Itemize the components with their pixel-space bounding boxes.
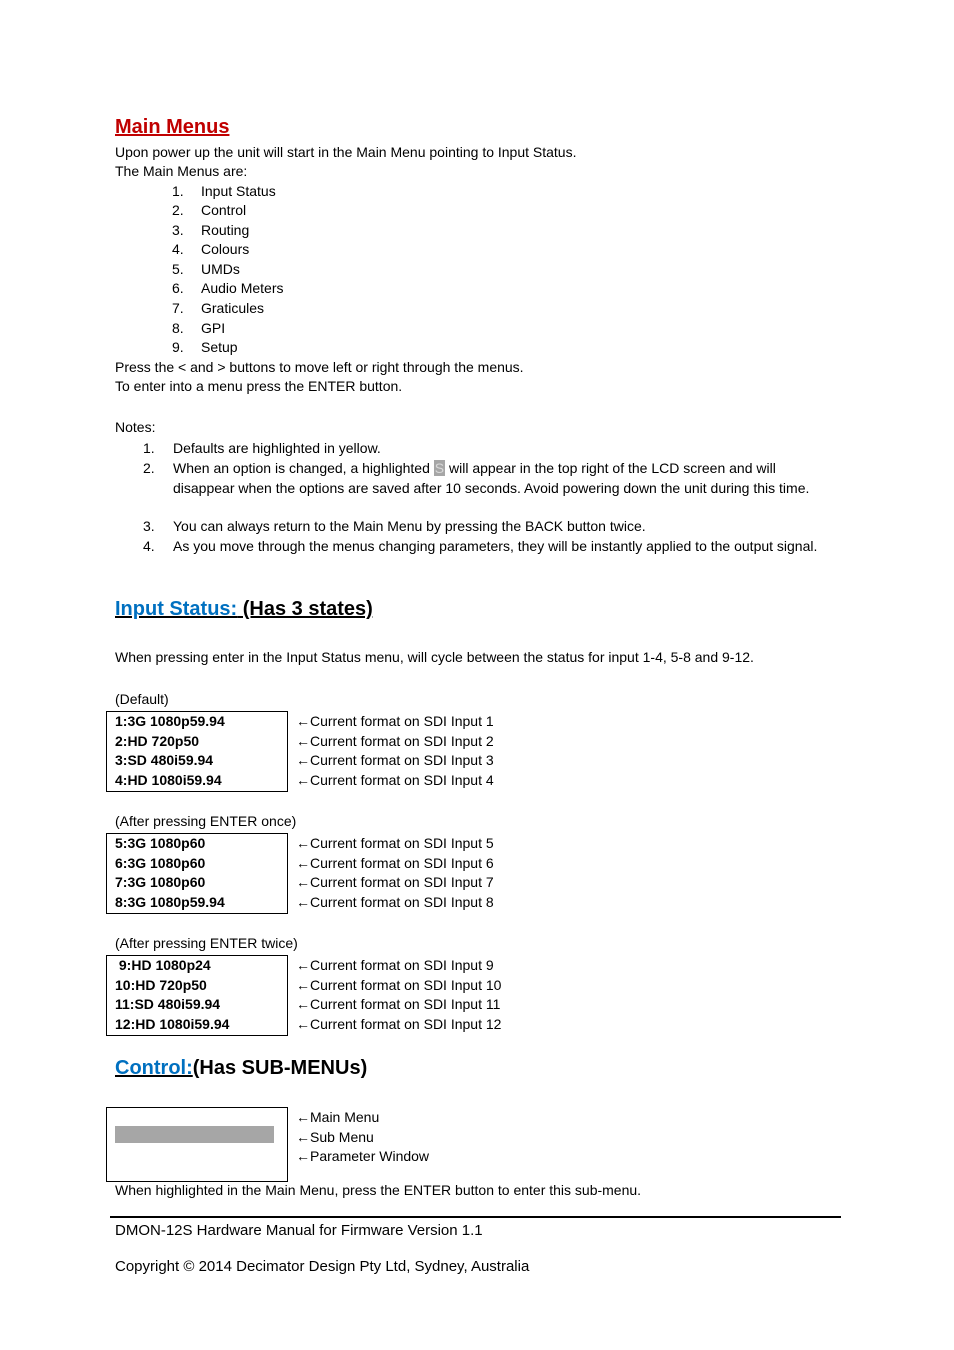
state-caption: (After pressing ENTER twice) <box>115 935 298 951</box>
lcd-line: 10:HD 720p50 <box>115 976 207 993</box>
state-caption: (Default) <box>115 691 169 707</box>
navigation-text: Press the < and > buttons to move left or right through the menus. <box>115 359 524 375</box>
annotation-item: ←Current format on SDI Input 8 <box>296 893 494 910</box>
annotation-list <box>296 956 501 1034</box>
lcd-line: 11:SD 480i59.94 <box>115 996 221 1013</box>
highlight-bar <box>115 1126 274 1143</box>
notes-label: Notes: <box>115 419 156 435</box>
input-status-heading: Input Status: (Has 3 states) <box>115 598 373 620</box>
annotation-item: ←Current format on SDI Input 11 <box>296 996 501 1013</box>
annotation-item: ←Current format on SDI Input 4 <box>296 771 494 788</box>
intro-text: Upon power up the unit will start in the Main Menu pointing to Input Status. <box>115 144 577 160</box>
lcd-line: 5:3G 1080p60 <box>115 835 206 851</box>
annotation-item: ←Current format on SDI Input 2 <box>296 732 494 749</box>
saved-indicator: S <box>434 460 445 476</box>
annotation-item: ←Current format on SDI Input 6 <box>296 854 494 871</box>
lcd-line: 9:HD 1080p24 <box>115 957 211 973</box>
lcd-line: 1:3G 1080p59.94 <box>115 713 225 729</box>
control-description: When highlighted in the Main Menu, press the ENTER button to enter this sub-menu. <box>115 1182 642 1198</box>
state-caption: (After pressing ENTER once) <box>115 813 297 829</box>
lcd-display <box>106 711 288 792</box>
annotation-item: ←Parameter Window <box>296 1148 430 1165</box>
lcd-line: 7:3G 1080p60 <box>115 874 206 891</box>
lcd-line: 6:3G 1080p60 <box>115 854 206 871</box>
lcd-line: 8:3G 1080p59.94 <box>115 893 225 910</box>
intro-text-2: The Main Menus are: <box>115 163 248 179</box>
main-menus-heading: Main Menus <box>115 116 230 138</box>
control-heading: Control:(Has SUB-MENUs) <box>115 1057 368 1079</box>
annotation-item: ←Current format on SDI Input 10 <box>296 976 502 993</box>
annotation-item: ←Current format on SDI Input 3 <box>296 752 494 769</box>
annotation-item: ←Current format on SDI Input 7 <box>296 874 494 891</box>
annotation-list <box>296 712 494 790</box>
lcd-line: 4:HD 1080i59.94 <box>115 771 222 788</box>
annotation-list <box>296 834 494 912</box>
annotation-item: ←Current format on SDI Input 12 <box>296 1015 502 1032</box>
input-status-description: When pressing enter in the Input Status menu, will cycle between the status for input 1-4, 5-8 and 9-12. <box>115 649 754 665</box>
footer-title: DMON-12S Hardware Manual for Firmware Version 1.1 <box>115 1222 483 1239</box>
footer-copyright: Copyright © 2014 Decimator Design Pty Ltd, Sydney, Australia <box>115 1258 530 1275</box>
lcd-display <box>106 833 288 914</box>
annotation-item: ←Main Menu <box>296 1109 380 1125</box>
annotation-list <box>296 1108 429 1167</box>
lcd-line: 3:SD 480i59.94 <box>115 752 214 769</box>
enter-text: To enter into a menu press the ENTER button. <box>115 378 403 394</box>
annotation-item: ←Sub Menu <box>296 1128 374 1145</box>
annotation-item: ←Current format on SDI Input 5 <box>296 835 494 851</box>
lcd-display <box>106 955 288 1036</box>
annotation-item: ←Current format on SDI Input 9 <box>296 957 494 973</box>
annotation-item: ←Current format on SDI Input 1 <box>296 713 494 729</box>
lcd-display <box>106 1107 288 1182</box>
lcd-line: 2:HD 720p50 <box>115 732 200 749</box>
lcd-line: 12:HD 1080i59.94 <box>115 1015 230 1032</box>
footer-divider <box>110 1216 841 1218</box>
